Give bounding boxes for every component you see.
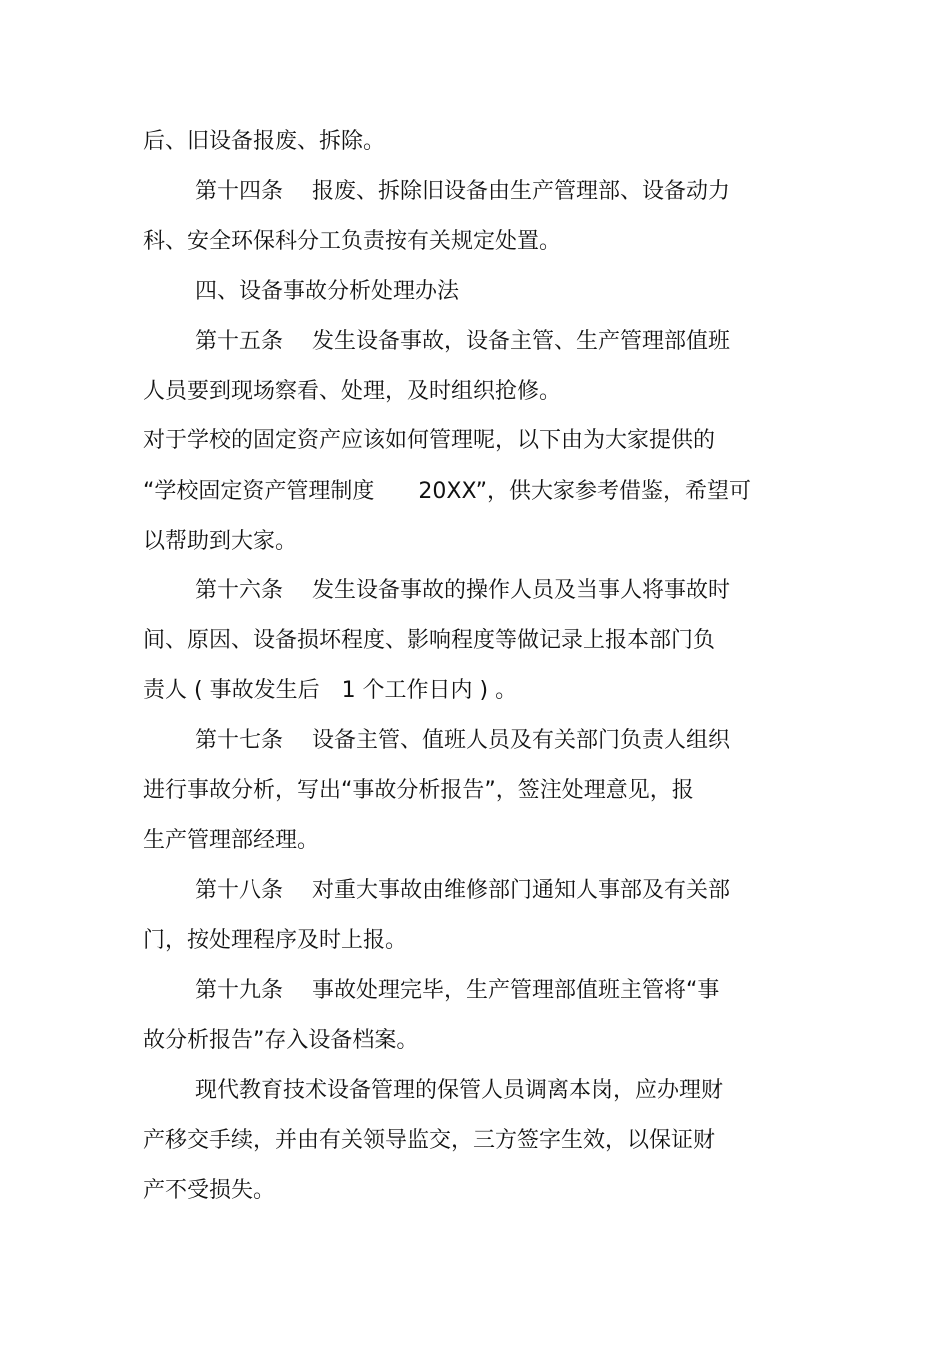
article-14-heading: 第十四条 报废、拆除旧设备由生产管理部、设备动力 [195,179,730,204]
text-line: 后、旧设备报废、拆除。 [143,129,386,154]
text-line: 产不受损失。 [143,1178,276,1203]
article-18-heading: 第十八条 对重大事故由维修部门通知人事部及有关部 [195,878,730,903]
paragraph-start: 现代教育技术设备管理的保管人员调离本岗，应办理财 [195,1078,724,1103]
intro-text-line: “学校固定资产管理制度 20XX”，供大家参考借鉴，希望可 [143,479,752,504]
intro-text-line: 以帮助到大家。 [143,529,298,554]
article-15-heading: 第十五条 发生设备事故，设备主管、生产管理部值班 [195,329,730,354]
text-line: 责人 ( 事故发生后 1 个工作日内 ) 。 [143,678,518,703]
text-line: 门，按处理程序及时上报。 [143,928,408,953]
text-line: 间、原因、设备损坏程度、影响程度等做记录上报本部门负 [143,628,716,653]
text-line: 人员要到现场察看、处理，及时组织抢修。 [143,379,562,404]
text-line: 故分析报告”存入设备档案。 [143,1028,419,1053]
section-heading: 四、设备事故分析处理办法 [195,279,460,304]
text-line: 产移交手续，并由有关领导监交，三方签字生效，以保证财 [143,1128,716,1153]
article-16-heading: 第十六条 发生设备事故的操作人员及当事人将事故时 [195,578,730,603]
text-line: 科、安全环保科分工负责按有关规定处置。 [143,229,562,254]
article-19-heading: 第十九条 事故处理完毕，生产管理部值班主管将“事 [195,978,720,1003]
article-17-heading: 第十七条 设备主管、值班人员及有关部门负责人组织 [195,728,730,753]
text-line: 生产管理部经理。 [143,828,320,853]
text-line: 进行事故分析，写出“事故分析报告”，签注处理意见，报 [143,778,694,803]
intro-text-line: 对于学校的固定资产应该如何管理呢，以下由为大家提供的 [143,428,716,453]
